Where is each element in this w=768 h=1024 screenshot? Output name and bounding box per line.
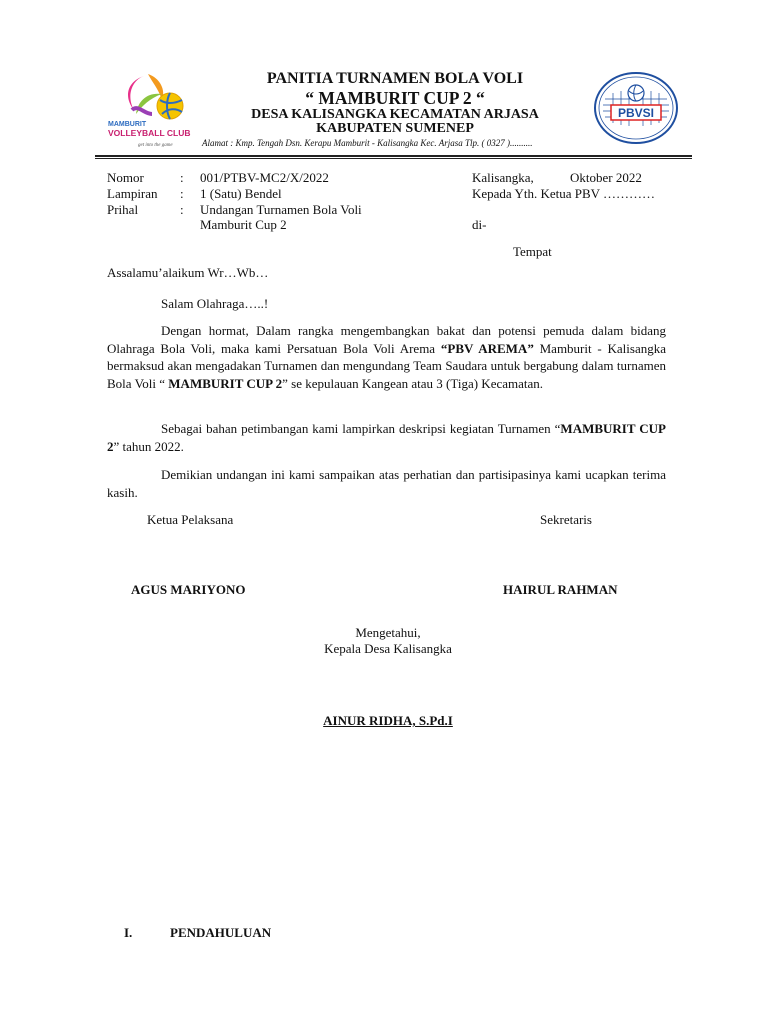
section-number: I. (124, 925, 133, 940)
acknowledgement-name: AINUR RIDHA, S.Pd.I (323, 713, 453, 728)
prihal-value-1: Undangan Turnamen Bola Voli (200, 202, 362, 217)
pbvsi-text: PBVSI (617, 106, 655, 120)
prihal-colon: : (180, 202, 184, 217)
recipient-tempat: Tempat (513, 244, 552, 259)
letterhead-divider (95, 155, 692, 159)
right-signatory-name: HAIRUL RAHMAN (503, 582, 618, 597)
nomor-value: 001/PTBV-MC2/X/2022 (200, 170, 329, 185)
logo-line1: MAMBURIT (108, 121, 147, 128)
recipient-date: Oktober 2022 (570, 170, 642, 185)
letterhead-title: PANITIA TURNAMEN BOLA VOLI (266, 70, 524, 87)
nomor-colon: : (180, 170, 184, 185)
p2-bold-event: MAMBURIT CUP 2 (107, 421, 666, 454)
letterhead-event: “ MAMBURIT CUP 2 “ (305, 88, 485, 108)
prihal-label: Prihal (107, 202, 139, 217)
lampiran-label: Lampiran (107, 186, 158, 201)
right-signatory-role: Sekretaris (540, 512, 592, 527)
greeting: Assalamu’alaikum Wr…Wb… (107, 265, 269, 280)
p1-bold-org: “PBV AREMA” (440, 340, 534, 356)
logo-tagline: get into the game (138, 143, 173, 148)
meta-prihal (107, 202, 362, 218)
logo-line2: VOLLEYBALL CLUB (108, 128, 191, 138)
p1-text-c: Mamburit - Kalisangka bermaksud akan mengadakan Turnamen dan mengundang Team Saudara untuk bergabung dalam turnamen Bola Voli “ (107, 340, 667, 391)
lampiran-value: 1 (Satu) Bendel (200, 186, 282, 201)
p1-bold-event: MAMBURIT CUP 2 (168, 375, 283, 391)
pbvsi-logo (593, 71, 679, 145)
p1-text-e: ” se kepulauan Kangean atau 3 (Tiga) Kecamatan. (282, 375, 544, 391)
nomor-label: Nomor (107, 170, 144, 185)
paragraph-2 (107, 420, 666, 455)
acknowledgement-line-2: Kepala Desa Kalisangka (324, 641, 452, 656)
left-signatory-name: AGUS MARIYONO (131, 582, 246, 597)
lampiran-colon: : (180, 186, 184, 201)
prihal-value-2: Mamburit Cup 2 (200, 217, 287, 232)
p1-text-a: Dengan hormat, Dalam rangka mengembangkan bakat dan potensi pemuda dalam bidang Olahraga Bola Voli, maka kami Persatuan Bola Voli Arema (107, 323, 666, 356)
section-title: PENDAHULUAN (170, 925, 272, 940)
acknowledgement-line-1: Mengetahui, (355, 625, 421, 640)
p2-text-c: ” tahun 2022. (113, 438, 184, 454)
paragraph-1 (107, 322, 666, 392)
meta-nomor (107, 170, 329, 186)
paragraph-3 (107, 466, 666, 501)
recipient-place: Kalisangka, (472, 170, 534, 185)
meta-lampiran (107, 186, 282, 202)
letterhead-regency: KABUPATEN SUMENEP (316, 121, 474, 136)
volleyball-club-logo (104, 70, 200, 154)
recipient-to: Kepada Yth. Ketua PBV ………… (472, 186, 656, 201)
letterhead-address: Alamat : Kmp. Tengah Dsn. Kerapu Mamburit - Kalisangka Kec. Arjasa Tlp. ( 0327 ).......... (202, 138, 533, 148)
salam: Salam Olahraga…..! (161, 296, 269, 311)
p2-text-a: Sebagai bahan petimbangan kami lampirkan deskripsi kegiatan Turnamen “ (161, 421, 561, 436)
letterhead-village: DESA KALISANGKA KECAMATAN ARJASA (251, 107, 539, 122)
recipient-di: di- (472, 217, 487, 232)
left-signatory-role: Ketua Pelaksana (147, 512, 234, 527)
p3-text: Demikian undangan ini kami sampaikan atas perhatian dan partisipasinya kami ucapkan terima kasih. (107, 467, 666, 500)
